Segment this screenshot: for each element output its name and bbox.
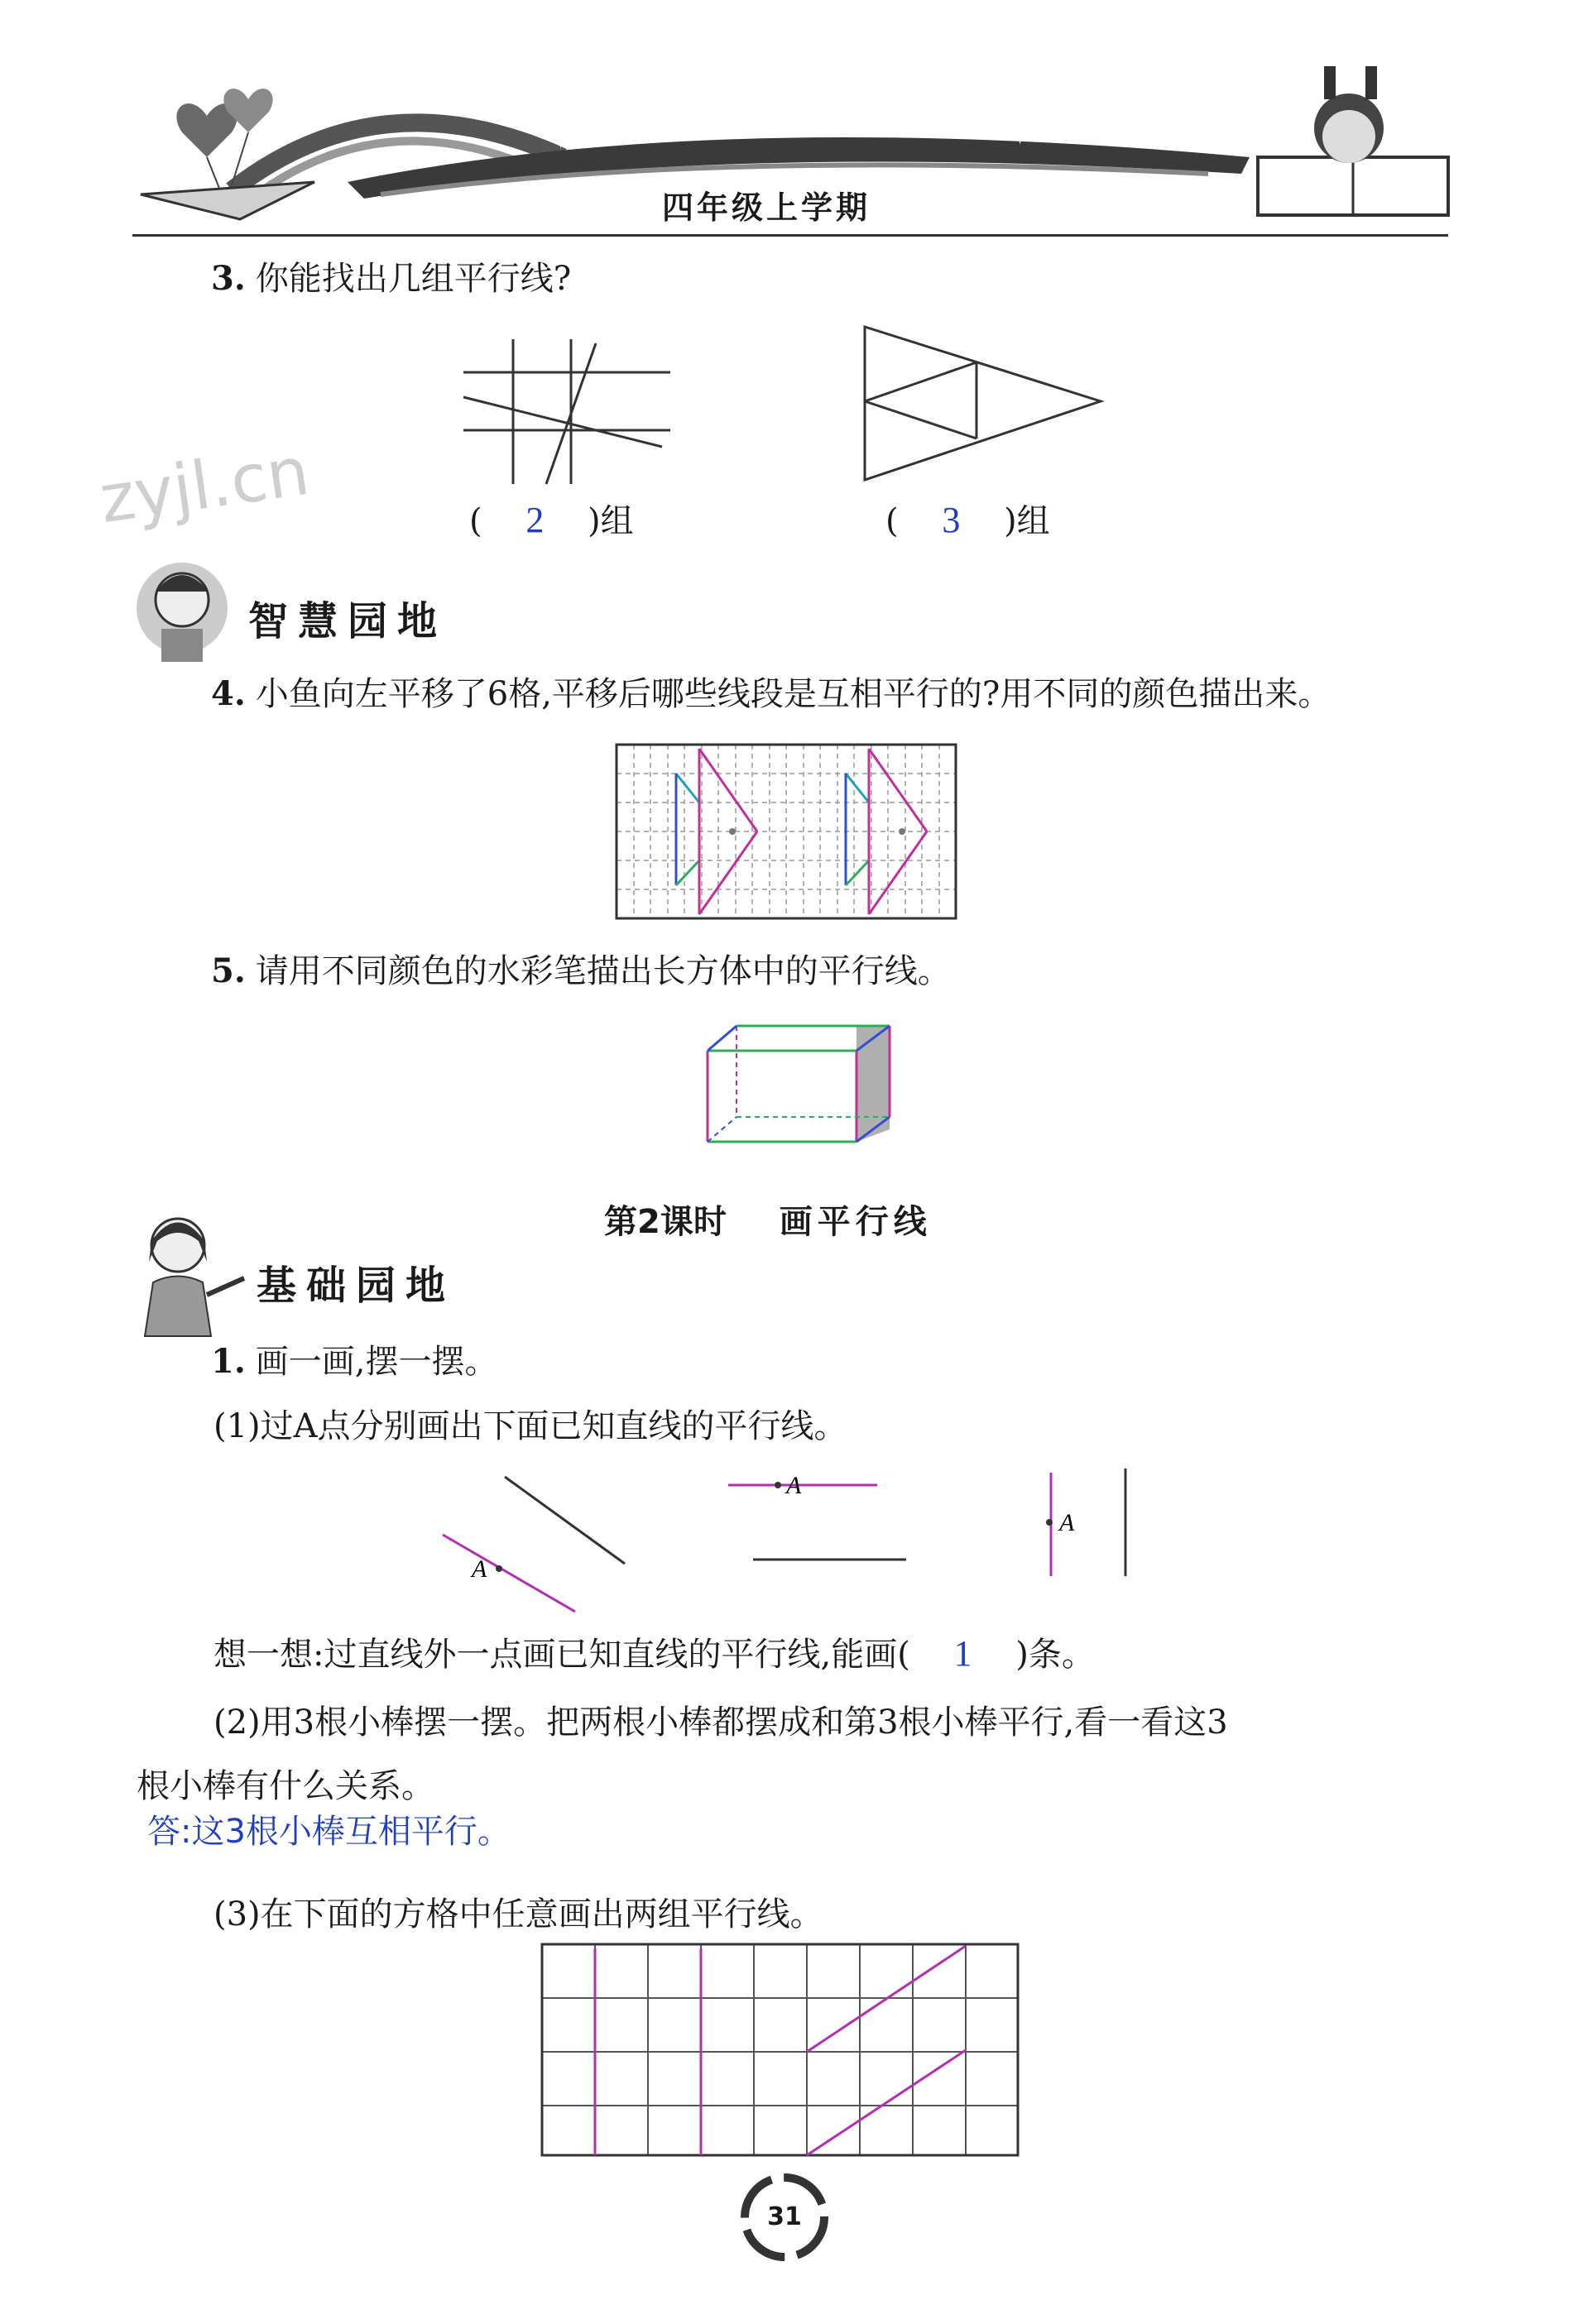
- point-label: A: [472, 1555, 487, 1583]
- q1-draw-parallel-figures: [430, 1464, 1175, 1613]
- question-number: 1.: [211, 1342, 246, 1381]
- q3-lines-figure: [463, 339, 679, 488]
- point-label: A: [1059, 1509, 1075, 1536]
- q1-part2-line2: 根小棒有什么关系。: [137, 1767, 434, 1805]
- section-title-wisdom: 智慧园地: [248, 598, 448, 644]
- question-5: [211, 951, 951, 991]
- q1-grid-parallel-figure: [542, 1944, 1022, 2159]
- question-text: 你能找出几组平行线?: [255, 260, 572, 298]
- lesson-heading: [604, 1196, 932, 1243]
- lesson-label: 第2课时: [604, 1203, 727, 1241]
- star-icon: ✦: [1010, 122, 1031, 151]
- q1-part1: (1)过A点分别画出下面已知直线的平行线。: [214, 1407, 847, 1445]
- question-text: 请用不同颜色的水彩笔描出长方体中的平行线。: [255, 952, 951, 990]
- q3-triangle-figure: [861, 323, 1109, 488]
- q1-think: 想一想:过直线外一点画已知直线的平行线,能画( 1 )条。: [214, 1633, 1095, 1674]
- lesson-title: 画平行线: [779, 1203, 932, 1241]
- star-icon: ✦: [550, 127, 572, 156]
- q5-cuboid-figure: [703, 1022, 894, 1146]
- answer-value: 2: [525, 500, 545, 540]
- question-number: 5.: [211, 951, 246, 990]
- question-text: 小鱼向左平移了6格,平移后哪些线段是互相平行的?用不同的颜色描出来。: [255, 675, 1331, 713]
- q3-answer-left: ( 2 )组: [469, 500, 634, 540]
- page-header: [132, 58, 1456, 240]
- q1-part2-line1: (2)用3根小棒摆一摆。把两根小棒都摆成和第3根小棒平行,看一看这3: [214, 1703, 1228, 1742]
- q4-fish-grid: [617, 745, 956, 918]
- header-title: 四年级上学期: [662, 189, 871, 226]
- point-label: A: [786, 1472, 802, 1499]
- section-title-basic: 基础园地: [257, 1263, 456, 1309]
- q1-part3: (3)在下面的方格中任意画出两组平行线。: [214, 1895, 823, 1933]
- answer-value: 1: [953, 1633, 972, 1674]
- teacher-icon: [128, 1212, 252, 1336]
- answer-value: 3: [942, 500, 961, 540]
- question-3: [211, 259, 571, 299]
- question-text: 画一画,摆一摆。: [255, 1343, 498, 1381]
- boy-thinking-icon: [132, 550, 232, 666]
- question-number: 4.: [211, 674, 246, 713]
- paper-plane-icon: [141, 182, 314, 219]
- question-4: [211, 674, 1331, 714]
- watermark: zyjl.cn: [94, 432, 314, 539]
- page-number: 31: [767, 2202, 802, 2231]
- question-1: [211, 1342, 497, 1382]
- question-number: 3.: [211, 259, 246, 298]
- q1-part2-answer: 答:这3根小棒互相平行。: [147, 1813, 511, 1851]
- header-rule: [132, 234, 1448, 237]
- girl-reading-icon: [1258, 66, 1448, 215]
- q3-answer-right: ( 3 )组: [885, 500, 1050, 540]
